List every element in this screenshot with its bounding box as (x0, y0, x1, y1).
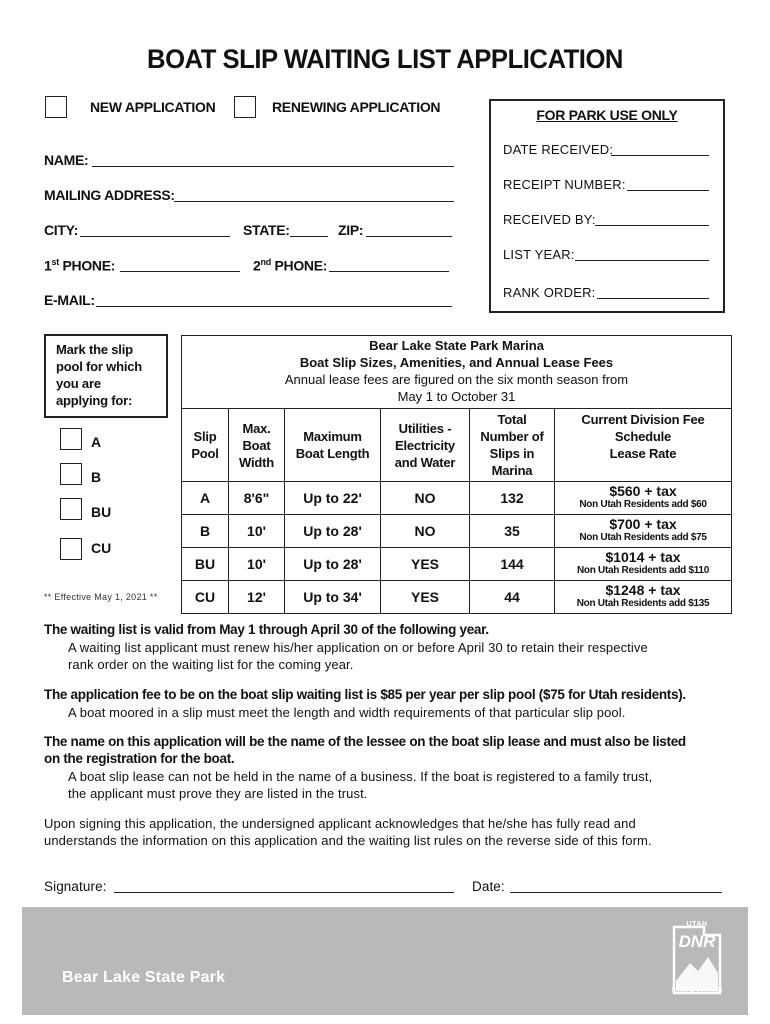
cell-total: 144 (470, 548, 555, 581)
col-utilities: Utilities - Electricity and Water (381, 409, 470, 482)
list-year-label: LIST YEAR: (503, 247, 575, 262)
rank-order-label: RANK ORDER: (503, 285, 596, 300)
rule-3-heading-1: The name on this application will be the name of the lessee on the boat slip lease and must also be listed (44, 734, 686, 749)
table-row (182, 548, 732, 581)
city-label: CITY: (44, 222, 79, 238)
rule-2-text: A boat moored in a slip must meet the length and width requirements of that particular slip pool. (68, 705, 626, 720)
cell-pool: A (182, 482, 229, 515)
date-label: Date: (472, 879, 505, 894)
new-application-label: NEW APPLICATION (90, 99, 216, 115)
date-received-field[interactable] (611, 142, 709, 156)
col-total-slips: Total Number of Slips in Marina (470, 409, 555, 482)
footer-banner (22, 907, 748, 1015)
col-max-width: Max. Boat Width (229, 409, 285, 482)
logo-bottom-text: STATE PARKS (671, 987, 723, 994)
cell-total: 132 (470, 482, 555, 515)
cell-total: 35 (470, 515, 555, 548)
cell-rate: $1248 + tax Non Utah Residents add $135 (555, 581, 732, 614)
table-row (182, 581, 732, 614)
cell-utilities: YES (381, 581, 470, 614)
phone2-label: 2nd PHONE: (253, 257, 328, 274)
cell-length: Up to 28' (285, 548, 381, 581)
state-field[interactable] (290, 221, 328, 237)
receipt-number-label: RECEIPT NUMBER: (503, 177, 626, 192)
cell-rate: $1014 + tax Non Utah Residents add $110 (555, 548, 732, 581)
utah-dnr-logo (664, 921, 730, 999)
zip-field[interactable] (366, 221, 452, 237)
cell-utilities: YES (381, 548, 470, 581)
cell-total: 44 (470, 581, 555, 614)
phone1-field[interactable] (120, 256, 240, 272)
table-row (182, 482, 732, 515)
effective-date-note: ** Effective May 1, 2021 ** (44, 592, 158, 602)
cell-rate: $700 + tax Non Utah Residents add $75 (555, 515, 732, 548)
pool-a-checkbox[interactable] (60, 428, 82, 450)
pool-b-checkbox[interactable] (60, 463, 82, 485)
col-slip-pool: Slip Pool (182, 409, 229, 482)
name-label: NAME: (44, 152, 89, 168)
phone1-label: 1st PHONE: (44, 257, 116, 274)
date-field[interactable] (510, 878, 722, 893)
fee-table-title: Bear Lake State Park Marina (369, 338, 544, 353)
name-field[interactable] (92, 151, 454, 167)
received-by-field[interactable] (595, 212, 709, 226)
renewing-application-checkbox[interactable] (234, 96, 256, 118)
cell-pool: CU (182, 581, 229, 614)
pool-instructions-box (44, 334, 168, 418)
mailing-address-label: MAILING ADDRESS: (44, 187, 175, 203)
acknowledgement-2: understands the information on this application and the waiting list rules on the reverse side of this form. (44, 833, 652, 848)
new-application-checkbox[interactable] (45, 96, 67, 118)
pool-cu-checkbox[interactable] (60, 538, 82, 560)
list-year-field[interactable] (575, 247, 709, 261)
rule-1-text-1: A waiting list applicant must renew his/her application on or before April 30 to retain their respective (68, 640, 648, 655)
cell-width: 10' (229, 548, 285, 581)
fee-table-subtitle: Boat Slip Sizes, Amenities, and Annual Lease Fees (299, 355, 614, 370)
table-row (182, 515, 732, 548)
logo-top-text: UTAH (686, 921, 708, 928)
cell-pool: BU (182, 548, 229, 581)
rank-order-field[interactable] (597, 285, 709, 299)
cell-length: Up to 34' (285, 581, 381, 614)
email-field[interactable] (96, 291, 452, 307)
cell-width: 10' (229, 515, 285, 548)
rule-3-heading-2: on the registration for the boat. (44, 751, 235, 766)
signature-label: Signature: (44, 879, 107, 894)
fee-table (181, 335, 732, 614)
rule-3-text-2: the applicant must prove they are listed in the trust. (68, 786, 368, 801)
cell-rate: $560 + tax Non Utah Residents add $60 (555, 482, 732, 515)
rule-2-heading: The application fee to be on the boat slip waiting list is $85 per year per slip pool ($75 for Utah residents). (44, 687, 686, 702)
cell-width: 8'6" (229, 482, 285, 515)
cell-length: Up to 28' (285, 515, 381, 548)
pool-instructions: Mark the slip pool for which you are applying for: (56, 342, 143, 408)
signature-field[interactable] (114, 878, 454, 893)
col-max-length: Maximum Boat Length (285, 409, 381, 482)
city-field[interactable] (80, 221, 230, 237)
email-label: E-MAIL: (44, 292, 95, 308)
fee-table-header (182, 336, 732, 409)
cell-pool: B (182, 515, 229, 548)
park-use-box (489, 99, 725, 313)
pool-bu-label: BU (91, 504, 112, 520)
cell-utilities: NO (381, 482, 470, 515)
rule-1-text-2: rank order on the waiting list for the coming year. (68, 657, 354, 672)
col-lease-rate: Current Division Fee Schedule Lease Rate (555, 409, 732, 482)
pool-bu-checkbox[interactable] (60, 498, 82, 520)
footer-park-name: Bear Lake State Park (62, 969, 226, 986)
date-received-label: DATE RECEIVED: (503, 142, 614, 157)
park-use-heading: FOR PARK USE ONLY (536, 107, 678, 123)
zip-label: ZIP: (338, 222, 364, 238)
fee-table-note-2: May 1 to October 31 (397, 389, 516, 404)
pool-cu-label: CU (91, 540, 112, 556)
acknowledgement-1: Upon signing this application, the undersigned applicant acknowledges that he/she has fully read and (44, 816, 636, 831)
cell-width: 12' (229, 581, 285, 614)
logo-main-text: DNR (678, 932, 716, 951)
renewing-application-label: RENEWING APPLICATION (272, 99, 441, 115)
page-title: BOAT SLIP WAITING LIST APPLICATION (147, 44, 623, 74)
phone2-field[interactable] (329, 256, 449, 272)
mailing-address-field[interactable] (174, 186, 454, 202)
cell-length: Up to 22' (285, 482, 381, 515)
receipt-number-field[interactable] (627, 177, 709, 191)
state-label: STATE: (243, 222, 290, 238)
cell-utilities: NO (381, 515, 470, 548)
pool-b-label: B (91, 469, 102, 485)
pool-a-label: A (91, 434, 102, 450)
rule-3-text-1: A boat slip lease can not be held in the name of a business. If the boat is registered to a family trust, (68, 769, 653, 784)
fee-table-note-1: Annual lease fees are figured on the six month season from (284, 372, 629, 387)
received-by-label: RECEIVED BY: (503, 212, 596, 227)
rule-1-heading: The waiting list is valid from May 1 through April 30 of the following year. (44, 622, 489, 637)
